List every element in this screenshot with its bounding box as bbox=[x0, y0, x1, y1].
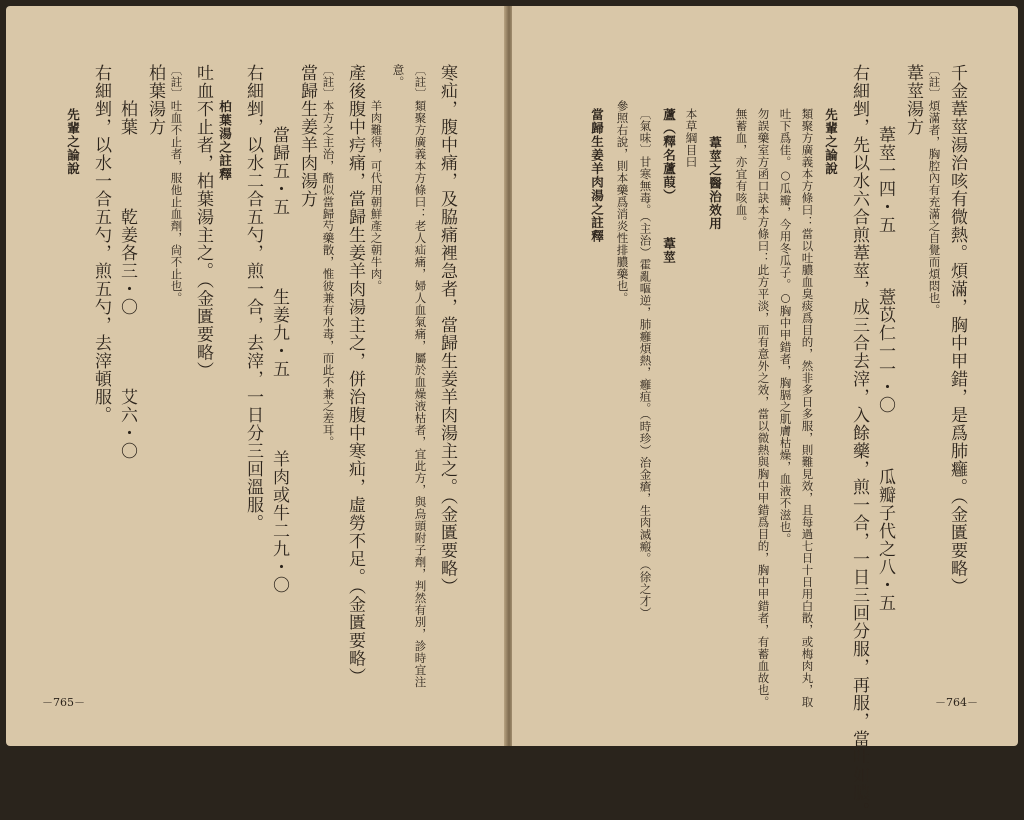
section-heading: 先輩之論說 bbox=[823, 108, 839, 176]
text-column: 類聚方廣義本方條曰：當以吐膿血臭痰爲目的，然非多日多服，則難見效，且每過七日十日用白散，或梅肉丸，取 bbox=[800, 108, 815, 708]
text-column: 勿誤藥室方函口訣本方條曰：此方平淡，而有意外之效，當以微熱與胸中甲錯爲目的，胸中甲錯者，有蓄血故也。 bbox=[756, 108, 771, 708]
text-column: 〔註〕本方之主治，酷似當歸芍藥散，惟彼兼有水毒，而此不兼之差耳。 bbox=[321, 64, 336, 448]
section-heading: 當歸生姜羊肉湯之註釋 bbox=[589, 108, 605, 243]
text-column: 無蓄血，亦宜有咳血。 bbox=[734, 108, 749, 228]
left-page bbox=[6, 6, 506, 746]
text-column: 意。 bbox=[391, 64, 406, 88]
section-heading: 葦莖之醫治效用 bbox=[707, 136, 723, 231]
text-column: 產後腹中疞痛，當歸生姜羊肉湯主之，併治腹中寒疝，虛勞不足。（金匱要略） bbox=[345, 64, 365, 686]
text-column: 〔註〕煩滿者，胸腔內有充滿之自覺而煩悶也。 bbox=[927, 64, 942, 316]
text-column: 〔註〕類聚方廣義本方條曰：老人疝痛，婦人血氣痛，屬於血燥液枯者，宜此方，與烏頭附子劑，判然有別，診時宜注 bbox=[413, 64, 428, 688]
text-column: 右細剉，以水一合五勺，煎五勺，去滓頓服。 bbox=[91, 64, 111, 424]
section-heading: 蘆（釋名蘆葭） 葦莖 bbox=[661, 108, 677, 264]
text-column: 吐下爲佳。○瓜瓣，今用冬瓜子。○胸中甲錯者，胸膈之肌膚枯燥，血液不滋也。 bbox=[778, 108, 793, 545]
section-heading: 先輩之論說 bbox=[65, 108, 81, 176]
text-column: 本草綱目曰 bbox=[684, 108, 699, 168]
text-column: 柏葉 乾姜各三・〇 艾六・〇 bbox=[117, 100, 137, 460]
text-column: 寒疝，腹中痛，及脇痛裡急者，當歸生姜羊肉湯主之。（金匱要略） bbox=[437, 64, 457, 596]
text-column: 羊肉難得，可代用朝鮮產之朝牛肉。 bbox=[369, 100, 384, 292]
text-column: 柏葉湯方 bbox=[145, 64, 165, 136]
text-column: 右細剉，先以水六合煎葦莖，成三合去滓，入餘藥，煎一合，一日三回分服，再服，當吐如膿。 bbox=[849, 64, 869, 820]
section-heading: 柏葉湯之註釋 bbox=[217, 100, 233, 181]
page-number: －765－ bbox=[42, 696, 85, 709]
page-number: －764－ bbox=[935, 696, 978, 709]
text-column: 當歸五・五 生姜九・五 羊肉或牛二九・〇 bbox=[269, 126, 289, 594]
text-column: 千金葦莖湯治咳有微熱。煩滿，胸中甲錯，是爲肺癰。（金匱要略） bbox=[947, 64, 967, 596]
text-column: 葦莖湯方 bbox=[903, 64, 923, 136]
text-column: 吐血不止者，柏葉湯主之。（金匱要略） bbox=[193, 64, 213, 380]
text-column: 當歸生姜羊肉湯方 bbox=[297, 64, 317, 208]
text-column: 右細剉，以水二合五勺，煎一合，去滓，一日分三回溫服。 bbox=[243, 64, 263, 532]
text-column: 參照右說，則本藥爲消炎性排膿藥也。 bbox=[615, 100, 630, 304]
right-page bbox=[512, 6, 1018, 820]
text-column: 〔註〕吐血不止者，服他止血劑，尙不止也。 bbox=[169, 64, 184, 304]
text-column: 〔氣味〕甘寒無毒。（主治）霍亂嘔逆，肺癰煩熱，癰疽。（時珍）治金瘡，生肉滅瘢。（徐之才） bbox=[638, 108, 653, 619]
text-column: 葦莖一四・五 薏苡仁一一・〇 瓜瓣子代之八・五 bbox=[875, 126, 895, 612]
